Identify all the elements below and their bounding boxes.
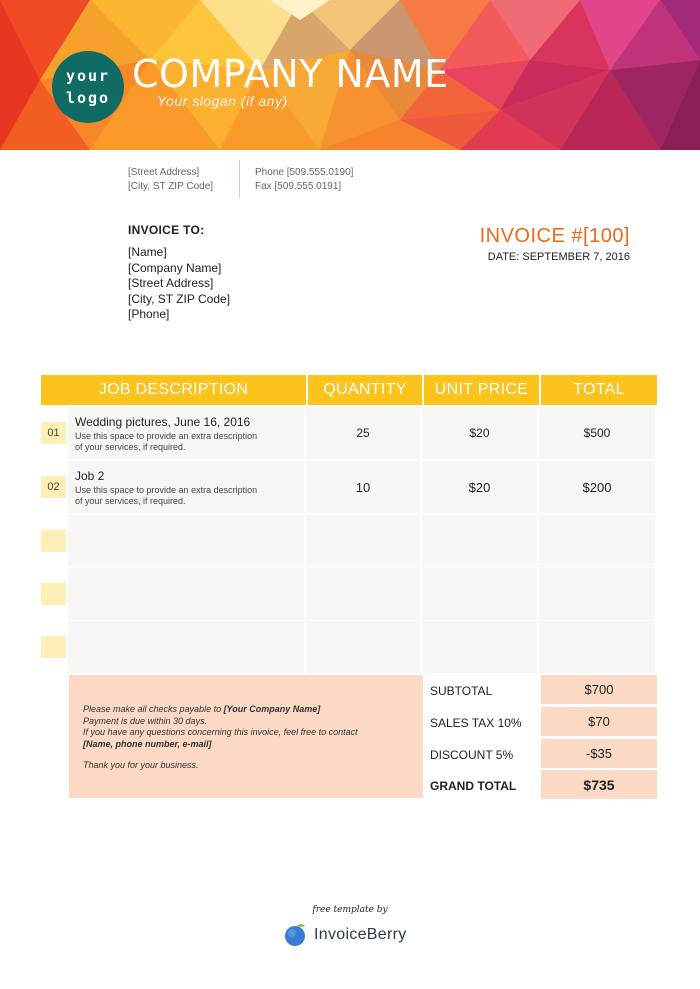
note-payable-to [83,704,423,716]
bill-to-street: [Street Address] [128,276,214,290]
total-value: $500 [583,426,611,440]
note-payment-due: Payment is due within 30 days. [83,715,208,726]
quantity-cell [306,515,422,567]
empty-table-row [41,621,657,673]
note-gap [83,750,423,760]
discount-value: -$35 [541,739,657,768]
quantity-cell [306,461,422,513]
company-name: COMPANY NAME [132,52,449,96]
unit-price-cell [422,621,539,673]
note-contact-info [83,739,423,751]
address-block [128,166,213,194]
note-thank-you: Thank you for your business. [83,760,199,770]
credit-tagline: free template by [312,905,388,915]
sales-tax-label: SALES TAX 10% [430,716,522,730]
quantity-value: 10 [355,480,371,495]
berry-icon [284,923,308,947]
row-body [68,407,655,459]
row-number-empty [41,583,66,605]
table-row [41,407,657,459]
phone-fax-block [255,166,353,194]
empty-table-row [41,568,657,620]
quantity-value: 25 [356,426,370,440]
column-header-quantity: QUANTITY [308,375,424,405]
bill-to-city: [City, ST ZIP Code] [128,291,231,306]
unit-price-cell [422,461,539,513]
row-body [68,515,655,567]
note-questions: If you have any questions concerning this invoice, feel free to contact [83,727,358,737]
total-cell [539,568,655,620]
street-address: [Street Address] [128,167,200,178]
description-cell [68,461,306,513]
job-title: Job 2 [75,469,105,483]
logo-line-2: logo [65,89,111,107]
total-cell [539,461,655,513]
job-description-line-2: of your services, if required. [75,442,186,452]
brand-name: InvoiceBerry [314,926,407,943]
job-description-line-1: Use this space to provide an extra description [75,431,258,441]
bill-to-phone: [Phone] [128,307,170,321]
total-value: $200 [582,480,612,495]
unit-price-cell [422,568,539,620]
company-logo [52,51,124,123]
description-cell [68,515,306,567]
total-cell [539,515,655,567]
invoice-date: DATE: SEPTEMBER 7, 2016 [487,251,630,263]
job-title: Wedding pictures, June 16, 2016 [75,415,251,429]
total-cell [539,407,655,459]
row-body [68,461,655,513]
description-cell [68,407,306,459]
invoice-to-label: INVOICE TO: [128,223,205,237]
payment-notes [69,675,423,798]
row-number: 02 [41,476,66,498]
invoice-number: INVOICE #[100] [479,225,630,247]
job-description-line-2: of your services, if required. [75,496,186,506]
note-contact-bold: [Name, phone number, e-mail] [83,738,212,749]
grand-total-label: GRAND TOTAL [430,779,517,793]
table-header [41,375,657,405]
discount-label: DISCOUNT 5% [430,748,514,762]
company-slogan: Your slogan (if any) [157,93,288,109]
quantity-cell [306,568,422,620]
subtotal-label: SUBTOTAL [430,684,493,698]
column-header-description: JOB DESCRIPTION [41,375,308,405]
row-number: 01 [41,422,66,444]
row-body [68,621,655,673]
description-cell [68,568,306,620]
unit-price-cell [422,407,539,459]
bill-to-name: [Name] [128,245,167,259]
logo-line-1: your [65,67,111,85]
row-number-empty [41,530,66,552]
column-header-total: TOTAL [573,381,625,398]
row-number-empty [41,636,66,658]
table-row [41,461,657,513]
header-banner [0,0,700,150]
note-payable-prefix: Please make all checks payable to [83,704,224,714]
description-cell [68,621,306,673]
unit-price-value: $20 [469,426,490,440]
bill-to-company: [Company Name] [128,260,222,275]
fax-number: Fax [509.555.0191] [255,181,342,192]
total-cell [539,621,655,673]
unit-price-value: $20 [468,480,491,495]
subtotal-value: $700 [541,675,657,704]
quantity-cell [306,621,422,673]
city-state-zip: [City, ST ZIP Code] [128,181,214,192]
empty-table-row [41,515,657,567]
contact-divider [239,160,240,198]
invoice-to-block [128,223,230,323]
unit-price-cell [422,515,539,567]
invoiceberry-brand[interactable] [284,923,407,947]
grand-total-value: $735 [541,770,657,799]
quantity-cell [306,407,422,459]
column-header-unit-price: UNIT PRICE [424,375,541,405]
note-company-name: [Your Company Name] [223,704,321,714]
sales-tax-value: $70 [541,707,657,736]
job-description-line-1: Use this space to provide an extra description [75,485,258,495]
phone-number: Phone [509.555.0190] [255,167,354,178]
row-body [68,568,655,620]
